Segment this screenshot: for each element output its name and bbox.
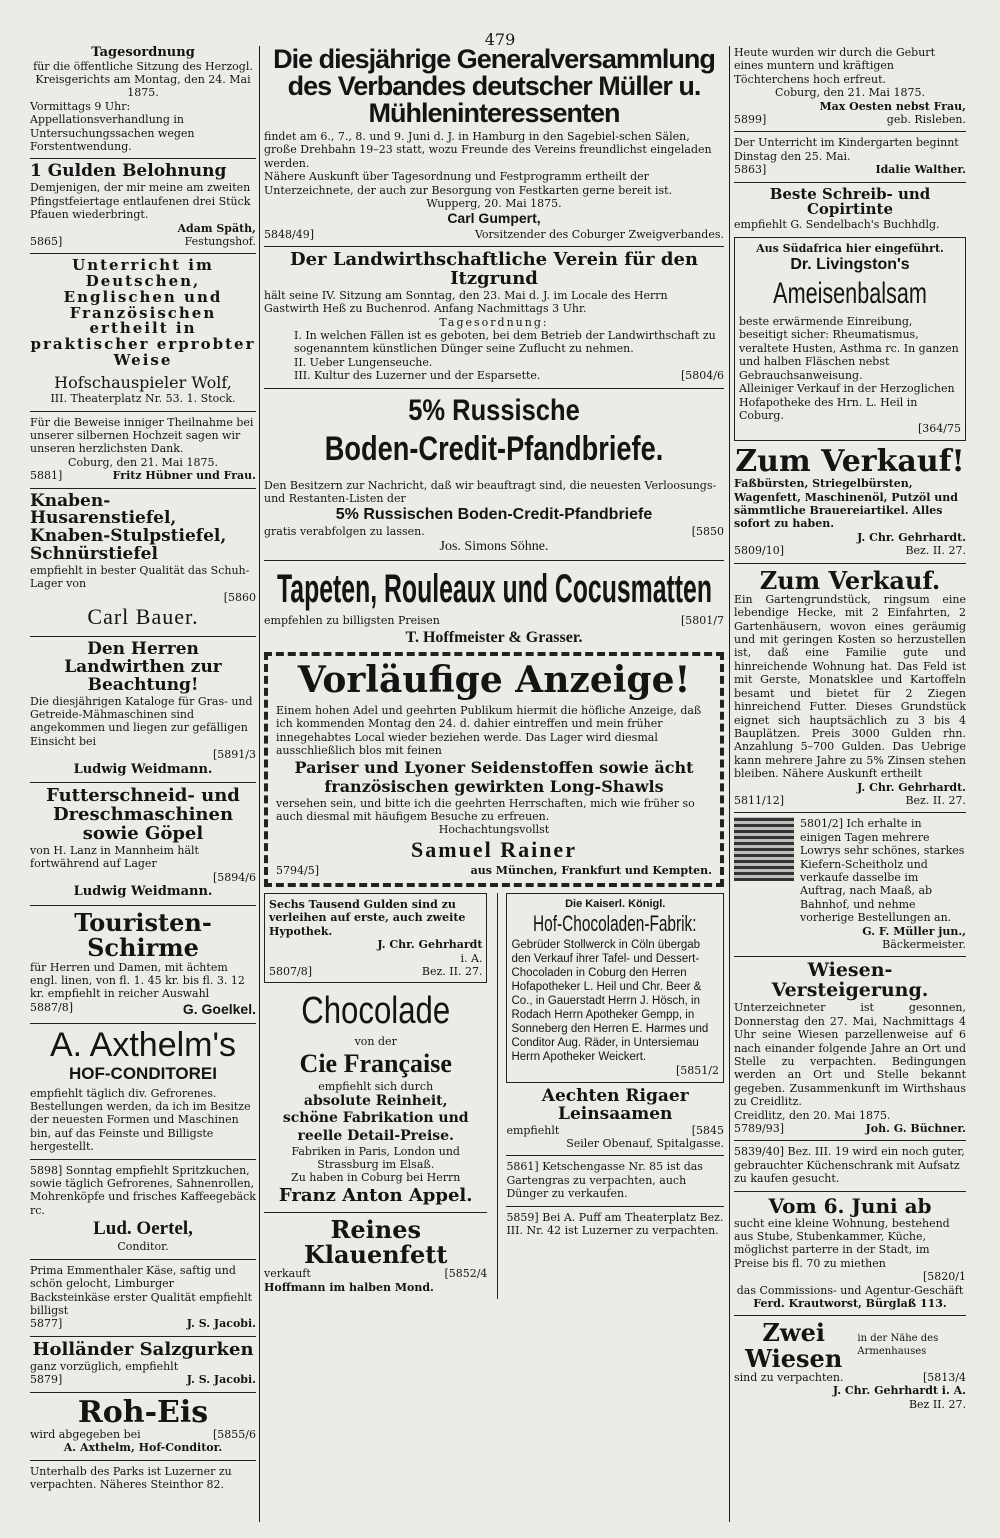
- ad-head: Aus Südafrica hier eingeführt.: [756, 241, 944, 255]
- ad-title2: Boden-Credit-Pfandbriefe.: [324, 430, 664, 469]
- ad-kindergarten: [734, 136, 966, 176]
- ad-sub: Conditor.: [117, 1240, 169, 1254]
- ad-name: Hoffmann im halben Mond.: [264, 1280, 434, 1294]
- ad-ref: 5865]: [30, 234, 63, 248]
- ad-holz: [734, 817, 966, 951]
- ad-text: sind zu verpachten.: [734, 1370, 844, 1384]
- ad-brand: Cie Française: [299, 1049, 452, 1079]
- ad-title: Reines Klauenfett: [303, 1214, 448, 1269]
- ad-name: Hofschauspieler Wolf,: [54, 372, 232, 392]
- ad-unterricht: [30, 258, 256, 405]
- divider: [264, 560, 724, 561]
- ad-name: Fritz Hübner und Frau.: [112, 469, 256, 483]
- divider: [264, 246, 724, 247]
- ad-title: Futterschneid- und Dreschmaschinen sowie Göpel: [46, 785, 240, 845]
- divider: [30, 636, 256, 637]
- ad-mid: 5% Russischen Boden-Credit-Pfandbriefe: [335, 506, 653, 524]
- ad-wohnung: [734, 1193, 966, 1311]
- ad-name: Joh. G. Büchner.: [865, 1121, 966, 1135]
- ad-greet: Hochachtungsvollst: [438, 823, 550, 837]
- ad-loc: Bez. II. 27.: [421, 965, 483, 979]
- ad-name: Jos. Simons Söhne.: [439, 539, 549, 555]
- ad-item: III. Kultur des Luzerner und der Esparsette.: [294, 369, 541, 383]
- ad-name: T. Hoffmeister & Grasser.: [405, 628, 583, 646]
- ad-text: Einem hohen Adel und geehrten Publikum hiermit die höfliche Anzeige, daß ich kommenden Montag den 24. d. dahier eintreffen und mein früher innegehabtes Local wieder beziehen werde. Das Lager wird diesmal ausschließlich blos mit feinen: [276, 703, 702, 758]
- ad-ref: 5887/8]: [30, 1000, 73, 1014]
- ad-text: Sonntag empfiehlt Spritzkuchen, sowie täglich Gefrorenes, Sahnenrollen, Mohrenköpfe und frisches Kaffeegebäck rc.: [30, 1163, 256, 1217]
- ad-addr: Ferd. Krautworst, Bürglaß 113.: [753, 1297, 947, 1311]
- ad-born: geb. Risleben.: [886, 113, 966, 127]
- lower-right: [497, 893, 724, 1299]
- ad-klauenfett: [264, 1214, 488, 1294]
- ad-title: Zum Verkauf!: [735, 443, 965, 479]
- ad-title: Wiesen-Versteigerung.: [771, 959, 929, 1002]
- ad-text2: Nähere Auskunft über Tagesordnung und Festprogramm ertheilt der Unterzeichnete, der auch zur Besorgung von Festkarten gerne bereit ist.: [264, 170, 673, 197]
- ad-text: Ketschengasse Nr. 85 ist das Gartengras zu verpachten, auch Dünger zu verkaufen.: [506, 1160, 703, 1201]
- ad-cities: aus München, Frankfurt und Kempten.: [470, 863, 712, 877]
- ad-addr: III. Theaterplatz Nr. 53. 1. Stock.: [50, 392, 236, 406]
- ad-ref: 5848/49]: [264, 227, 314, 241]
- ad-title: Roh-Eis: [77, 1394, 209, 1430]
- ad-name: G. F. Müller jun.,: [862, 924, 966, 938]
- ad-name: Carl Bauer.: [87, 604, 199, 630]
- divider: [264, 388, 724, 389]
- ad-title: Zum Verkauf.: [759, 565, 941, 595]
- ad-ref: [5894/6: [213, 870, 256, 884]
- ad-ref: [364/75: [918, 422, 961, 436]
- ad-title: Chocolade: [301, 990, 451, 1033]
- ad-ref: 5861]: [506, 1160, 539, 1174]
- ad-body: Vormittags 9 Uhr: Appellationsverhandlung in Untersuchungssachen wegen Forstentwendung.: [30, 99, 195, 154]
- ad-ref: [5860: [223, 590, 256, 604]
- ad-title: Beste Schreib- und Copirtinte: [769, 184, 931, 219]
- ad-text: findet am 6., 7., 8. und 9. Juni d. J. in Hamburg in den Sagebiel-schen Sälen, große Drehbahn 19–23 statt, wozu Freunde des Vereins freundlichst eingeladen werden.: [264, 130, 712, 170]
- ad-name: G. Goelkel.: [182, 1000, 256, 1017]
- ad-text: von H. Lanz in Mannheim hält fortwährend auf Lager: [30, 844, 199, 871]
- ad-russische-pfandbriefe: [264, 393, 724, 556]
- ad-text: beste erwärmende Einreibung, beseitigt sicher: Rheumatismus, veraltete Husten, Asthma rc. In ganzen und halben Fläschen nebst Gebrauchsanweisung.: [739, 315, 959, 382]
- ad-mueller-verband: [264, 46, 724, 241]
- ad-landw-verein: [264, 248, 724, 383]
- ad-title: A. Axthelm's: [49, 1025, 236, 1064]
- ad-ref: [5820/1: [923, 1270, 966, 1284]
- ad-title: 1 Gulden Belohnung: [30, 161, 227, 182]
- ad-name: Max Oesten nebst Frau,: [819, 99, 966, 113]
- ad-text: Der Unterricht im Kindergarten beginnt Dinstag den 25. Mai.: [734, 136, 959, 163]
- ad-name: Lud. Oertel,: [93, 1218, 193, 1240]
- ad-text2: Alleiniger Verkauf in der Herzoglichen Hofapotheke des Hrn. L. Heil in Coburg.: [739, 382, 955, 422]
- ad-landwirthe: [30, 638, 256, 777]
- ad-name: Idalie Walther.: [875, 163, 966, 177]
- ad-text: Prima Emmenthaler Käse, saftig und schön gelocht, Limburger Backsteinkäse erster Qualität empfiehlt billigst: [30, 1263, 253, 1318]
- ad-title: Tapeten, Rouleaux und Cocusmatten: [277, 567, 712, 612]
- ad-chocolade: [264, 988, 487, 1206]
- ad-sub: HOF-CONDITOREI: [69, 1063, 217, 1083]
- ad-title: Touristen-Schirme: [74, 908, 212, 963]
- ad-tinte: [734, 184, 966, 232]
- ad-text: Faßbürsten, Striegelbürsten, Wagenfett, Maschinenöl, Putzöl und sämmtliche Brauereiartikel. Alles sofort zu haben.: [734, 477, 958, 531]
- divider: [30, 253, 256, 254]
- ad-ref: 5899]: [734, 113, 767, 127]
- ad-name: Franz Anton Appel.: [278, 1184, 473, 1206]
- ad-text: ganz vorzüglich, empfiehlt: [30, 1359, 179, 1373]
- ad-futter: [30, 787, 256, 900]
- ad-ref: 5794/5]: [276, 863, 319, 877]
- ad-title: Vorläufige Anzeige!: [297, 659, 691, 702]
- ad-text: Sechs Tausend Gulden sind zu verleihen auf erste, auch zweite Hypothek.: [269, 898, 466, 938]
- lower-grid: [264, 893, 724, 1299]
- ad-verkauf-1: [734, 443, 966, 558]
- ad-ref: [5850: [691, 524, 724, 538]
- ad-text: für Herren und Damen, mit ächtem engl. linen, von fl. 1. 45 kr. bis fl. 3. 12 kr. empfiehlt in reicher Auswahl: [30, 960, 245, 1001]
- ad-ref: [5801/7: [681, 614, 724, 628]
- ad-text: für die öffentliche Sitzung des Herzogl. Kreisgerichts am Montag, den 24. Mai 1875.: [33, 59, 253, 100]
- ad-ref: [5813/4: [923, 1370, 966, 1384]
- ad-ref: 5839/40]: [734, 1145, 784, 1159]
- ad-title: Tagesordnung: [91, 46, 195, 60]
- ad-date: Coburg, den 21. Mai 1875.: [68, 455, 218, 469]
- ad-ref: 5811/12]: [734, 793, 784, 807]
- divider: [30, 1392, 256, 1393]
- ad-text: Bez. III. 19 wird ein noch guter, gebrauchter Küchenschrank mit Aufsatz zu kaufen gesucht.: [734, 1145, 965, 1186]
- ad-ref: [5855/6: [213, 1428, 256, 1442]
- divider: [30, 1460, 256, 1461]
- ad-text3: Zu haben in Coburg bei Herrn: [291, 1171, 461, 1185]
- ad-name: Samuel Rainer: [411, 836, 577, 862]
- ad-ref: 5801/2]: [800, 817, 843, 831]
- column-left: [30, 46, 256, 1522]
- ad-ref: 5879]: [30, 1373, 63, 1387]
- ad-loc: Bez. II. 27.: [905, 544, 966, 558]
- ad-kaese: [30, 1264, 256, 1331]
- ad-title: Vom 6. Juni ab: [768, 1193, 932, 1218]
- ad-title: Aechten Rigaer Leinsaamen: [541, 1085, 689, 1124]
- column-middle: [264, 46, 724, 1522]
- divider: [30, 1259, 256, 1260]
- ad-q1: absolute Reinheit,: [303, 1093, 448, 1110]
- ad-name: J. Chr. Gehrhardt.: [857, 780, 966, 794]
- column-rule-left: [259, 46, 260, 1522]
- ad-luzerner: [30, 1465, 256, 1492]
- ad-text: Demjenigen, der mir meine am zweiten Pfingstfeiertage entlaufenen drei Stück Pfauen wiederbringt.: [30, 181, 251, 222]
- ad-role: Vorsitzender des Coburger Zweigverbandes.: [474, 227, 724, 241]
- ad-wiesen: [734, 961, 966, 1135]
- ad-date: Coburg, den 21. Mai 1875.: [775, 86, 925, 100]
- ad-text: wird abgegeben bei: [30, 1428, 141, 1442]
- ad-ref: 5898]: [30, 1163, 63, 1177]
- ad-loc: Bez. II. 27.: [905, 793, 966, 807]
- ad-item: I. In welchen Fällen ist es geboten, bei dem Betrieb der Landwirthschaft zu sogenanntem künstlichen Dünger seine Zuflucht zu nehmen.: [294, 328, 716, 356]
- divider: [30, 782, 256, 783]
- ad-ref: [5804/6: [681, 369, 724, 383]
- ad-q3: reelle Detail-Preise.: [297, 1127, 454, 1144]
- ad-ameisenbalsam: [734, 237, 966, 441]
- ad-title: Die diesjährige Generalversammlung des Verbandes deutscher Müller u. Mühleninteressenten: [273, 46, 715, 128]
- divider: [506, 1155, 724, 1156]
- ad-text: Ich erhalte in einigen Tagen mehrere Lowrys sehr schönes, starkes Kiefern-Scheitholz und verkaufe dasselbe im Auftrag, nach Maaß, ab Bahnhof, und nehme vorherige Bestellungen an.: [800, 817, 965, 925]
- ad-text: empfiehlt G. Sendelbach's Buchhdlg.: [734, 218, 940, 232]
- ad-text: Den Besitzern zur Nachricht, daß wir beauftragt sind, die neuesten Verloosungs- und Restanten-Listen der: [264, 478, 717, 506]
- ad-mid: Pariser und Lyoner Seidenstoffen sowie ächt französischen gewirkten Long-Shawls: [294, 757, 694, 797]
- ad-ref: 5863]: [734, 163, 767, 177]
- ad-name: A. Axthelm, Hof-Conditor.: [63, 1441, 223, 1455]
- ad-text: Unterzeichneter ist gesonnen, Donnerstag den 27. Mai, Nachmittags 4 Uhr seine Wiesen parzellenweise auf 6 nach einander folgende Jahre an Ort und Stelle zu verpachten. Bedingungen werden an Ort und Stelle bekannt gegeben. Zusammenkunft im Wirthshaus zu Creidlitz.: [734, 1001, 966, 1109]
- ad-name: Dr. Livingston's: [790, 255, 910, 273]
- divider: [30, 411, 256, 412]
- ad-text: hält seine IV. Sitzung am Sonntag, den 23. Mai d. J. im Locale des Herrn Gastwirth Heß zu Buchenrod. Anfang Nachmittags 3 Uhr.: [264, 288, 668, 316]
- ad-name: Seiler Obenauf, Spitalgasse.: [566, 1136, 724, 1150]
- ad-text: empfiehlt sich durch: [318, 1079, 434, 1093]
- divider: [734, 812, 966, 813]
- ad-ref: 5789/93]: [734, 1121, 784, 1135]
- ad-title1: 5% Russische: [408, 393, 580, 427]
- ad-title: Hof-Chocoladen-Fabrik:: [533, 911, 697, 937]
- divider: [264, 1212, 487, 1213]
- ad-text: verkauft: [264, 1267, 311, 1281]
- ad-dank: [30, 416, 256, 483]
- ad-name: Ludwig Weidmann.: [73, 761, 213, 777]
- ad-vorlaeufige-anzeige: [264, 652, 724, 887]
- ad-item: II. Ueber Lungenseuche.: [294, 355, 433, 369]
- ad-sub: i. A.: [460, 951, 483, 965]
- ad-name: das Commissions- und Agentur-Geschäft: [736, 1283, 964, 1297]
- divider: [734, 182, 966, 183]
- ad-geburt: [734, 46, 966, 126]
- ad-name: J. Chr. Gehrhardt: [377, 938, 483, 952]
- ad-oertel: [30, 1164, 256, 1254]
- ad-ref: 5877]: [30, 1317, 63, 1331]
- ad-date: Creidlitz, den 20. Mai 1875.: [734, 1108, 891, 1122]
- ad-theater: [506, 1211, 724, 1238]
- divider: [734, 1315, 966, 1316]
- divider: [734, 956, 966, 957]
- ad-title: Holländer Salzgurken: [32, 1338, 254, 1360]
- ad-sub: Bäckermeister.: [882, 938, 966, 952]
- ad-gartengras: [506, 1160, 724, 1200]
- divider: [30, 905, 256, 906]
- ad-text: Ein Gartengrundstück, ringsum eine lebendige Hecke, mit 2 Einfahrten, 2 Gartenhäusern, wovon eines geräumig und mit geringen Kosten so herzustellen ist, daß eine Familie gute und hinreichende Wohnung hat. Das Feld ist mit Gerste, Monatsklee und Kartoffeln besamt und bietet für 2 Ziegen hinreichend Futter. Dieses Grundstück eignet sich hauptsächlich zu 3 bis 4 Bauplätzen. Preis 3000 Gulden rhn. Anzahlung 5–700 Gulden. Das Uebrige kann mehrere Jahre zu 5% Zinsen stehen bleiben. Nähere Auskunft ertheilt: [734, 592, 966, 781]
- ad-ref: 5859]: [506, 1210, 539, 1224]
- ad-text: Heute wurden wir durch die Geburt eines muntern und kräftigen Töchterchens hoch erfreut.: [734, 46, 935, 86]
- ad-salzgurken: [30, 1338, 256, 1387]
- ad-title: Der Landwirthschaftliche Verein für den Itzgrund: [290, 248, 698, 289]
- ad-title: Den Herren Landwirthen zur Beachtung!: [64, 638, 222, 695]
- ad-q2: schöne Fabrikation und: [282, 1110, 469, 1127]
- ad-tapeten: [264, 565, 724, 647]
- ad-axthelm: [30, 1025, 256, 1154]
- divider: [734, 1140, 966, 1141]
- ad-belohnung: [30, 163, 256, 248]
- ad-name: J. Chr. Gehrhardt i. A.: [832, 1384, 966, 1398]
- ad-ref: [5852/4: [444, 1267, 488, 1281]
- ad-text2: versehen sein, und bitte ich die geehrten Herrschaften, mich wie früher so auch diesmal mit häufigem Besuche zu erfreuen.: [276, 796, 695, 823]
- ad-date: Wupperg, 20. Mai 1875.: [426, 197, 562, 211]
- ad-ref: [5891/3: [213, 748, 256, 762]
- ad-loc: Bez II. 27.: [908, 1397, 966, 1411]
- ad-name: J. S. Jacobi.: [186, 1317, 256, 1331]
- column-right: [734, 46, 966, 1522]
- ad-stollwerck: [506, 893, 724, 1083]
- ad-text: Unterhalb des Parks ist Luzerner zu verpachten. Näheres Steinthor 82.: [30, 1464, 232, 1492]
- divider: [734, 1191, 966, 1192]
- ad-name: Ludwig Weidmann.: [73, 884, 213, 900]
- ad-ref: 5807/8]: [269, 965, 312, 979]
- ad-text: empfiehlt: [506, 1123, 560, 1137]
- ad-schirme: [30, 910, 256, 1018]
- ad-verkauf-2: [734, 565, 966, 808]
- ad-ref: 5809/10]: [734, 544, 784, 558]
- ad-ref: 5881]: [30, 469, 63, 483]
- divider: [30, 1336, 256, 1337]
- ad-text: empfiehlt in bester Qualität das Schuh-Lager von: [30, 563, 250, 591]
- ad-text2: gratis verabfolgen zu lassen.: [264, 524, 425, 538]
- divider: [30, 488, 256, 489]
- ad-leinsamen: [506, 1085, 724, 1151]
- divider: [30, 1159, 256, 1160]
- ad-gulden: [264, 893, 487, 983]
- ad-text: Bei A. Puff am Theaterplatz Bez. III. Nr. 42 ist Luzerner zu verpachten.: [506, 1210, 724, 1237]
- ad-name: J. Chr. Gehrhardt.: [857, 530, 966, 544]
- ad-tages: Tagesordnung:: [439, 315, 549, 329]
- divider: [30, 1023, 256, 1024]
- ad-text: empfehlen zu billigsten Preisen: [264, 614, 440, 628]
- ad-name: Adam Späth,: [177, 221, 256, 235]
- lower-left: [264, 893, 487, 1299]
- ad-name: J. S. Jacobi.: [186, 1373, 256, 1387]
- page-number: 479: [484, 30, 516, 49]
- woodpile-icon: [734, 817, 794, 881]
- divider: [506, 1206, 724, 1207]
- ad-title: Unterricht im Deutschen, Englischen und Französischen ertheilt in praktischer erprobter Weise: [30, 256, 256, 369]
- ad-von: von der: [354, 1034, 397, 1048]
- ad-eis: [30, 1394, 256, 1455]
- ad-schrank: [734, 1145, 966, 1185]
- ad-head: Die Kaiserl. Königl.: [565, 898, 666, 911]
- ad-title: Zwei Wiesen: [745, 1318, 843, 1373]
- ad-name: Carl Gumpert,: [447, 210, 541, 227]
- ad-zwei-wiesen: [734, 1320, 966, 1411]
- divider: [734, 131, 966, 132]
- ad-text: empfiehlt täglich div. Gefrorenes. Bestellungen werden, da ich im Besitze der neuesten Formen und Maschinen bin, auf das Feinste und Billigste hergestellt.: [30, 1086, 251, 1154]
- ad-stiefel: [30, 490, 256, 631]
- ad-text: Die diesjährigen Kataloge für Gras- und Getreide-Mähmaschinen sind angekommen und liegen zur gefälligen Einsicht bei: [30, 694, 253, 748]
- divider: [734, 563, 966, 564]
- ad-side: in der Nähe des Armenhauses: [857, 1333, 939, 1357]
- column-rule-right: [729, 46, 730, 1522]
- ad-text: sucht eine kleine Wohnung, bestehend aus Stube, Stubenkammer, Küche, möglichst parterre in der Stadt, im Preise bis fl. 70 zu miethen: [734, 1216, 950, 1270]
- ad-ref: [5851/2: [676, 1064, 719, 1078]
- ad-title: Knaben-Husarenstiefel, Knaben-Stulpstiefel, Schnürstiefel: [30, 490, 227, 565]
- ad-text: Für die Beweise inniger Theilnahme bei unserer silbernen Hochzeit sagen wir unseren herzlichsten Dank.: [30, 415, 254, 456]
- ad-text: Gebrüder Stollwerck in Cöln übergab den Verkauf ihrer Tafel- und Dessert-Chocoladen in Coburg den Herren Hofapotheker L. Heil und Chr. Beer & Co., in Gauerstadt Herrn J. Hösch, in Rodach Herrn Apotheker Gempp, in Sonneberg den Herren E. Harmes und Conditor Aug. Räder, in Untersiemau Herrn Apotheker Weickert.: [511, 939, 709, 1064]
- ad-text2: Fabriken in Paris, London und Strassburg im Elsaß.: [291, 1144, 460, 1172]
- ad-ref: [5845: [691, 1123, 724, 1137]
- divider: [30, 158, 256, 159]
- ad-tagesordnung: [30, 46, 256, 153]
- ad-title: Ameisenbalsam: [773, 277, 927, 311]
- ad-place: Festungshof.: [184, 234, 256, 248]
